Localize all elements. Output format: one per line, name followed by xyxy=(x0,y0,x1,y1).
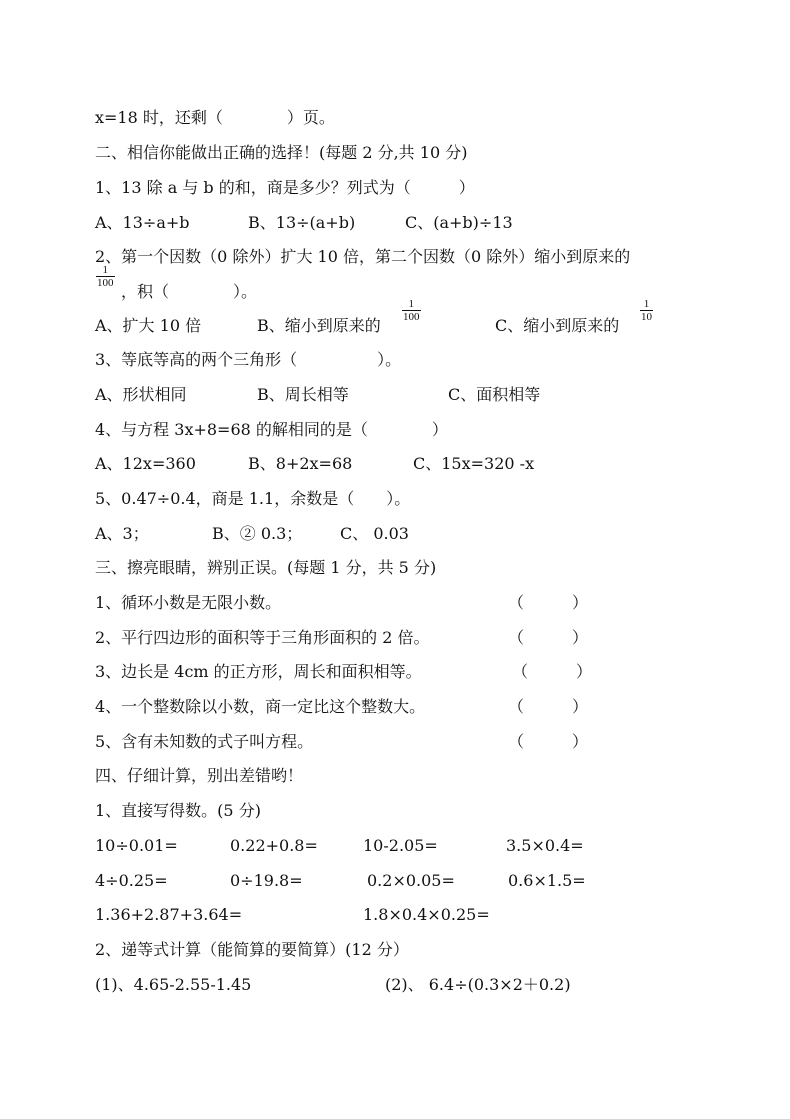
section2-title: 二、相信你能做出正确的选择！(每题 2 分,共 10 分) xyxy=(95,143,468,162)
fraction-denominator: 100 xyxy=(97,277,114,289)
s3-item-5: 5、含有未知数的式子叫方程。 xyxy=(95,732,314,751)
calc-row2-1: 4÷0.25= xyxy=(95,871,168,890)
s2-q2-option-c: C、缩小到原来的 xyxy=(495,316,620,335)
s2-q4-stem: 4、与方程 3x+8=68 的解相同的是（ ） xyxy=(95,420,448,439)
s2-q3-option-c: C、面积相等 xyxy=(448,385,541,404)
calc-row2-4: 0.6×1.5= xyxy=(508,871,586,890)
s2-q1-option-a: A、13÷a+b xyxy=(95,213,190,232)
s2-q3-option-b: B、周长相等 xyxy=(257,385,349,404)
calc-row1-1: 10÷0.01= xyxy=(95,836,178,855)
s3-item-3-answer-paren: （ ） xyxy=(512,662,593,681)
s2-q3-stem: 3、等底等高的两个三角形（ ）。 xyxy=(95,350,402,369)
s2-q2-stem-tail: ，积（ ）。 xyxy=(121,282,258,301)
s2-q5-option-c: C、 0.03 xyxy=(340,524,409,543)
s3-item-2-answer-paren: （ ） xyxy=(508,628,589,647)
s3-item-2: 2、平行四边形的面积等于三角形面积的 2 倍。 xyxy=(95,628,430,647)
s4-sub1-title: 1、直接写得数。(5 分) xyxy=(95,801,261,820)
s2-q5-option-b: B、② 0.3； xyxy=(212,524,303,543)
s2-q2-option-a: A、扩大 10 倍 xyxy=(95,316,202,335)
calc-row3-1: 1.36+2.87+3.64= xyxy=(95,905,243,924)
fraction-numerator: 1 xyxy=(643,298,650,310)
s2-q2-stem: 2、第一个因数（0 除外）扩大 10 倍，第二个因数（0 除外）缩小到原来的 xyxy=(95,247,631,266)
s2-q3-option-a: A、形状相同 xyxy=(95,385,187,404)
calc-row1-2: 0.22+0.8= xyxy=(230,836,318,855)
s2-q5-stem: 5、0.47÷0.4，商是 1.1，余数是（ ）。 xyxy=(95,489,411,508)
fraction-denominator: 100 xyxy=(403,311,420,323)
q1-tail-line: x=18 时，还剩（ ）页。 xyxy=(95,108,335,127)
s2-q2-option-b: B、缩小到原来的 xyxy=(257,316,381,335)
calc-expression-1: (1)、4.65-2.55-1.45 xyxy=(95,975,252,994)
calc-row1-3: 10-2.05= xyxy=(363,836,438,855)
s2-q2-option-b-fraction xyxy=(402,298,421,323)
s2-q1-option-c: C、(a+b)÷13 xyxy=(405,213,513,232)
section3-title: 三、擦亮眼睛，辨别正误。(每题 1 分，共 5 分) xyxy=(95,558,437,577)
calc-expression-2: (2)、 6.4÷(0.3×2＋0.2) xyxy=(385,975,571,994)
s3-item-4-answer-paren: （ ） xyxy=(508,697,589,716)
s2-q2-option-c-fraction xyxy=(640,298,653,323)
calc-row2-2: 0÷19.8= xyxy=(230,871,303,890)
s3-item-5-answer-paren: （ ） xyxy=(508,732,589,751)
fraction-numerator: 1 xyxy=(102,264,108,276)
calc-row1-4: 3.5×0.4= xyxy=(506,836,584,855)
s3-item-3: 3、边长是 4cm 的正方形，周长和面积相等。 xyxy=(95,662,422,681)
s2-q4-option-b: B、8+2x=68 xyxy=(248,454,353,473)
s3-item-4: 4、一个整数除以小数，商一定比这个整数大。 xyxy=(95,697,426,716)
s2-q4-option-a: A、12x=360 xyxy=(95,454,196,473)
s3-item-1-answer-paren: （ ） xyxy=(508,593,589,612)
s2-q1-stem: 1、13 除 a 与 b 的和，商是多少？列式为（ ） xyxy=(95,178,475,197)
s2-q4-option-c: C、15x=320 -x xyxy=(413,454,535,473)
s2-q1-option-b: B、13÷(a+b) xyxy=(248,213,356,232)
calc-row2-3: 0.2×0.05= xyxy=(367,871,455,890)
s2-q5-option-a: A、3； xyxy=(95,524,149,543)
s3-item-1: 1、循环小数是无限小数。 xyxy=(95,593,282,612)
fraction-numerator: 1 xyxy=(408,298,414,310)
s2-q2-stem-fraction xyxy=(96,264,115,289)
calc-row3-2: 1.8×0.4×0.25= xyxy=(363,905,490,924)
s4-sub2-title: 2、递等式计算（能简算的要简算）(12 分） xyxy=(95,940,409,959)
section4-title: 四、仔细计算，别出差错哟！ xyxy=(95,766,304,785)
fraction-denominator: 10 xyxy=(641,311,652,323)
